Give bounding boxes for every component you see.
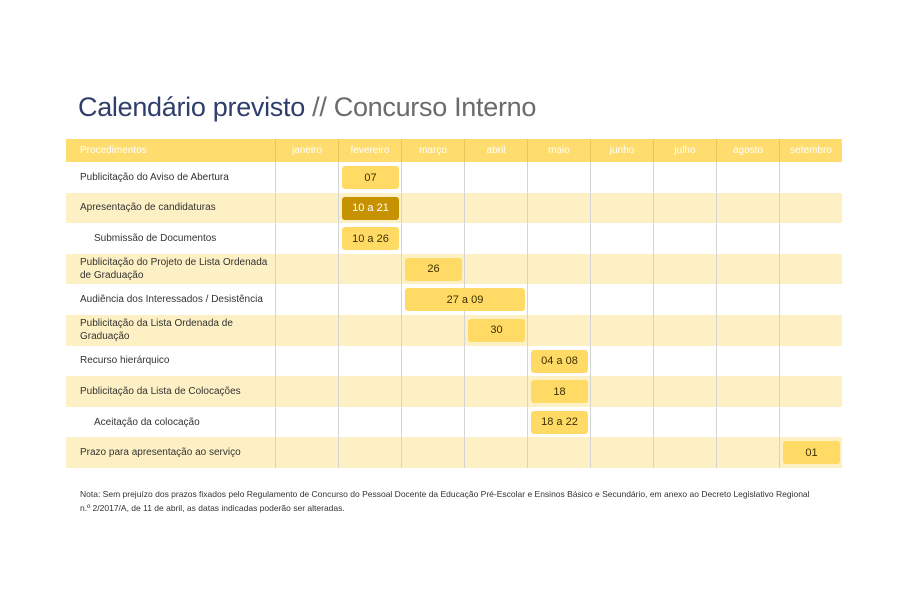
month-cell [338,437,401,468]
month-cell [716,315,779,346]
month-cell [275,254,338,285]
month-cell [275,376,338,407]
month-cell [338,315,401,346]
month-cell [275,284,338,315]
month-cell [527,162,590,193]
header-month: junho [590,139,653,162]
date-bar: 27 a 09 [405,288,525,311]
table-header [66,139,842,162]
procedure-label: Prazo para apresentação ao serviço [80,447,241,459]
procedure-label: Submissão de Documentos [94,232,217,244]
month-cell [653,437,716,468]
page-title [78,92,536,123]
month-cell [338,162,401,193]
table-row [66,315,842,346]
table-row [66,346,842,377]
month-cell [716,254,779,285]
month-cell [464,223,527,254]
month-cell [590,254,653,285]
month-cell [653,346,716,377]
month-cell [338,407,401,438]
table-row [66,193,842,224]
procedure-label: Publicitação da Lista Ordenada de Graduação [80,318,233,343]
month-cell [716,437,779,468]
month-cell [779,315,842,346]
date-bar: 04 a 08 [531,350,588,373]
month-cell [527,284,590,315]
header-month: maio [527,139,590,162]
month-cell [653,223,716,254]
month-cell [464,346,527,377]
month-cell [779,346,842,377]
month-cell [338,223,401,254]
title-separator: // [304,92,334,122]
month-cell [716,346,779,377]
month-cell [779,284,842,315]
table-body [66,162,842,468]
month-cell [401,437,464,468]
month-cell [779,254,842,285]
header-month: março [401,139,464,162]
header-procedimentos: Procedimentos [80,145,147,156]
month-cell [464,376,527,407]
month-cell [653,284,716,315]
month-cell [464,254,527,285]
month-cell [653,162,716,193]
procedure-label: Aceitação da colocação [94,416,200,428]
month-cell [779,437,842,468]
month-cell [590,223,653,254]
title-sub: Concurso Interno [333,92,537,122]
header-month: setembro [779,139,842,162]
month-cell [590,162,653,193]
month-cell [716,407,779,438]
month-cell [527,407,590,438]
header-month: janeiro [275,139,338,162]
month-cell [275,223,338,254]
month-cell [401,254,464,285]
table-row [66,284,842,315]
table-row [66,162,842,193]
month-cell [527,376,590,407]
month-cell [401,315,464,346]
month-cell [779,193,842,224]
month-cell [653,254,716,285]
month-cell [716,162,779,193]
month-cell [275,315,338,346]
table-row [66,376,842,407]
month-cell [590,437,653,468]
date-bar: 30 [468,319,525,342]
month-cell [653,376,716,407]
procedure-label: Audiência dos Interessados / Desistência [80,294,263,306]
date-bar: 10 a 21 [342,197,399,220]
month-cell [338,284,401,315]
footnote: Nota: Sem prejuízo dos prazos fixados pelo Regulamento de Concurso do Pessoal Docente da Educação Pré-Escolar e Ensinos Básico e Secundário, em anexo ao Decreto Legislativo Regional n.º 2/2017/A, de 11 de abril, as datas indicadas poderão ser alteradas. [80,489,810,513]
header-month: abril [464,139,527,162]
month-cell [401,193,464,224]
table-row [66,223,842,254]
month-cell [590,284,653,315]
month-cell [464,162,527,193]
date-bar: 10 a 26 [342,227,399,250]
header-month: agosto [716,139,779,162]
month-cell [464,437,527,468]
month-cell [590,407,653,438]
month-cell [779,376,842,407]
month-cell [527,223,590,254]
month-cell [338,346,401,377]
month-cell [716,284,779,315]
title-main: Calendário previsto [78,92,305,122]
month-cell [590,346,653,377]
month-cell [590,193,653,224]
header-month: fevereiro [338,139,401,162]
month-cell [653,315,716,346]
month-cell [527,437,590,468]
month-cell [401,346,464,377]
month-cell [275,193,338,224]
month-cell [401,223,464,254]
month-cell [653,407,716,438]
month-cell [401,407,464,438]
month-cell [779,407,842,438]
schedule-table [66,139,842,468]
month-cell [716,376,779,407]
month-cell [464,315,527,346]
month-cell [401,376,464,407]
month-cell [464,407,527,438]
date-bar: 07 [342,166,399,189]
procedure-label: Apresentação de candidaturas [80,202,216,214]
month-cell [527,193,590,224]
month-cell [779,162,842,193]
month-cell [527,315,590,346]
month-cell [275,437,338,468]
table-row [66,254,842,285]
date-bar: 01 [783,441,840,464]
table-row [66,437,842,468]
date-bar: 18 a 22 [531,411,588,434]
month-cell [338,376,401,407]
month-cell [527,346,590,377]
procedure-label: Publicitação do Aviso de Abertura [80,171,229,183]
header-month: julho [653,139,716,162]
month-cell [464,193,527,224]
month-cell [275,162,338,193]
month-cell [275,407,338,438]
month-cell [527,254,590,285]
month-cell [338,193,401,224]
date-bar: 18 [531,380,588,403]
month-cell [590,376,653,407]
month-cell [338,254,401,285]
procedure-label: Publicitação do Projeto de Lista Ordenada de Graduação [80,257,268,282]
table-row [66,407,842,438]
month-cell [590,315,653,346]
month-cell [716,193,779,224]
month-cell [275,346,338,377]
date-bar: 26 [405,258,462,281]
month-cell [779,223,842,254]
month-cell [401,162,464,193]
procedure-label: Recurso hierárquico [80,355,170,367]
month-cell [653,193,716,224]
month-cell [716,223,779,254]
procedure-label: Publicitação da Lista de Colocações [80,385,241,397]
month-cell [401,284,484,315]
